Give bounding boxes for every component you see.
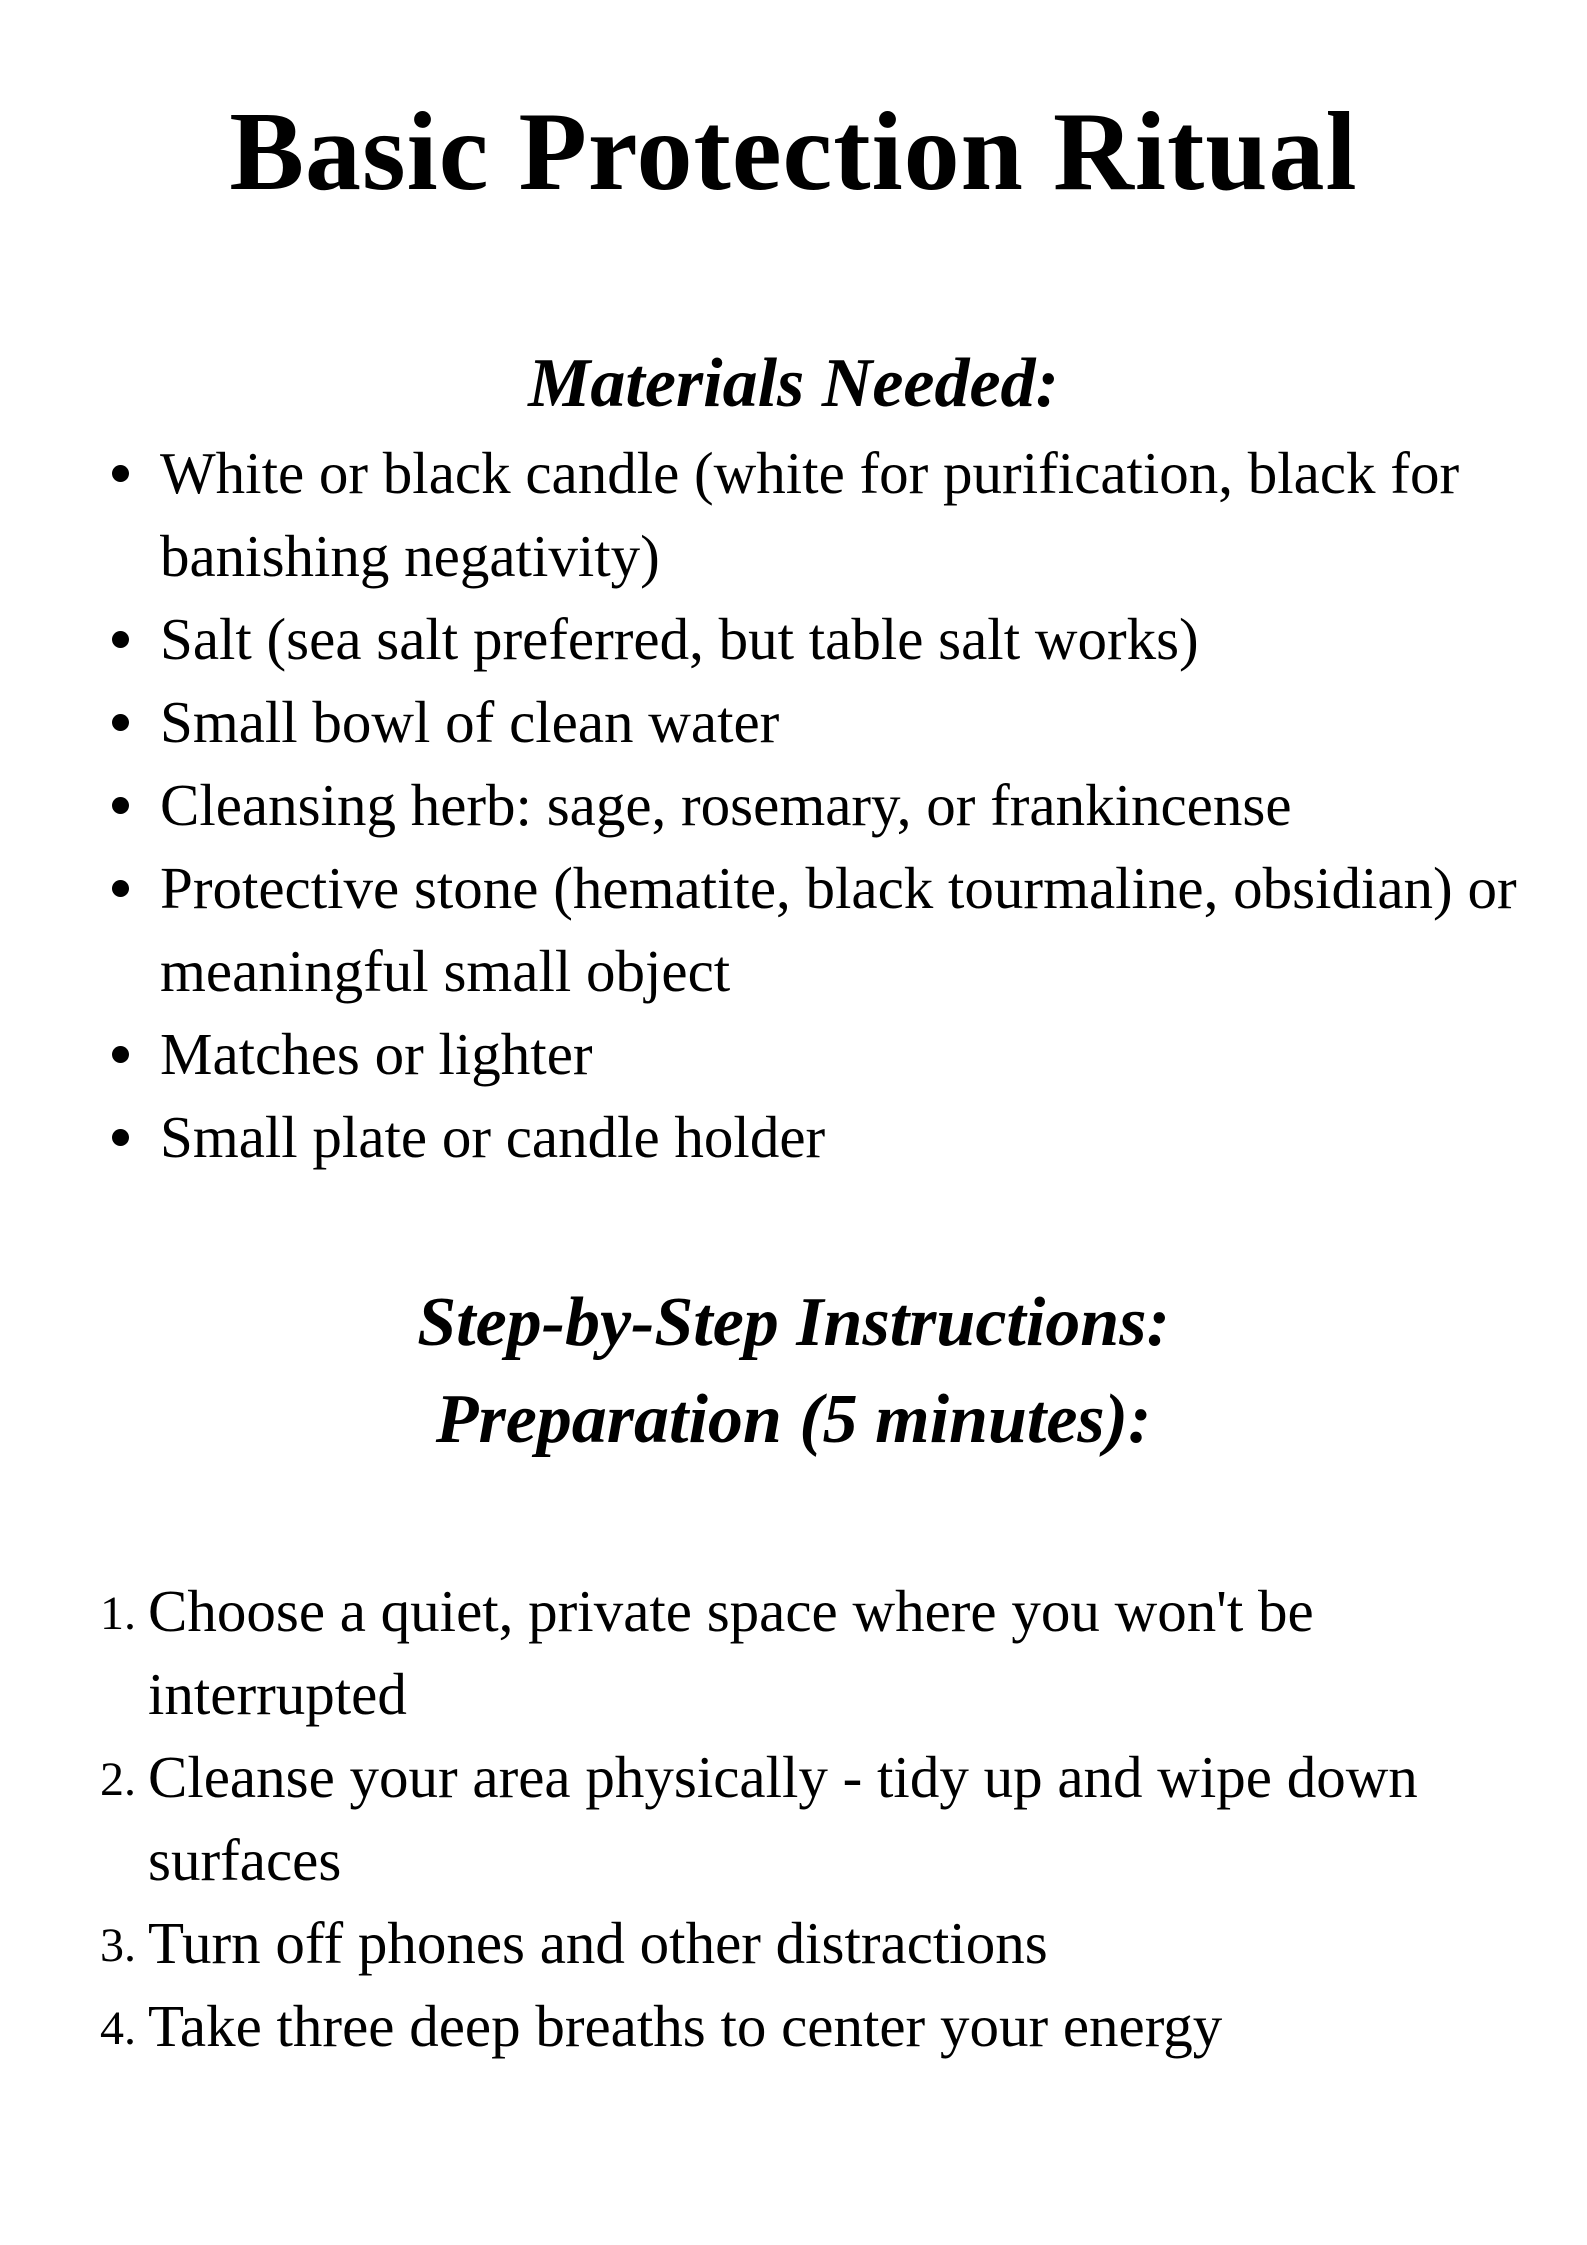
bullet-icon bbox=[112, 880, 129, 897]
step-number: 4. bbox=[100, 2002, 136, 2055]
list-item bbox=[160, 598, 1540, 681]
step-item bbox=[100, 1736, 1548, 1902]
step-number: 1. bbox=[100, 1587, 136, 1640]
step-item bbox=[100, 1902, 1548, 1985]
preparation-steps-list bbox=[100, 1570, 1548, 2068]
step-text: Take three deep breaths to center your energy bbox=[148, 1993, 1223, 2059]
preparation-subheading: Preparation (5 minutes): bbox=[435, 1381, 1152, 1458]
bullet-icon bbox=[112, 631, 129, 648]
materials-list bbox=[160, 432, 1540, 1179]
list-item bbox=[160, 1013, 1540, 1096]
list-item-text: Matches or lighter bbox=[160, 1021, 593, 1087]
list-item bbox=[160, 1096, 1540, 1179]
list-item-text: Small plate or candle holder bbox=[160, 1104, 826, 1170]
materials-heading: Materials Needed: bbox=[528, 345, 1059, 422]
list-item-text: Small bowl of clean water bbox=[160, 689, 780, 755]
list-item-text: Protective stone (hematite, black tourmaline, obsidian) or meaningful small object bbox=[160, 855, 1517, 1004]
step-text: Choose a quiet, private space where you won't be interrupted bbox=[148, 1578, 1314, 1727]
page-title: Basic Protection Ritual bbox=[229, 90, 1358, 214]
list-item bbox=[160, 764, 1540, 847]
list-item bbox=[160, 432, 1540, 598]
list-item-text: Cleansing herb: sage, rosemary, or frankincense bbox=[160, 772, 1292, 838]
bullet-icon bbox=[112, 465, 129, 482]
step-number: 2. bbox=[100, 1753, 136, 1806]
step-item bbox=[100, 1570, 1548, 1736]
step-text: Cleanse your area physically - tidy up and wipe down surfaces bbox=[148, 1744, 1418, 1893]
step-number: 3. bbox=[100, 1919, 136, 1972]
list-item bbox=[160, 847, 1540, 1013]
bullet-icon bbox=[112, 1046, 129, 1063]
bullet-icon bbox=[112, 797, 129, 814]
list-item-text: White or black candle (white for purification, black for banishing negativity) bbox=[160, 440, 1460, 589]
bullet-icon bbox=[112, 1129, 129, 1146]
bullet-icon bbox=[112, 714, 129, 731]
list-item-text: Salt (sea salt preferred, but table salt works) bbox=[160, 606, 1199, 672]
step-item bbox=[100, 1985, 1548, 2068]
list-item bbox=[160, 681, 1540, 764]
step-text: Turn off phones and other distractions bbox=[148, 1910, 1048, 1976]
instructions-heading: Step-by-Step Instructions: bbox=[417, 1284, 1170, 1361]
